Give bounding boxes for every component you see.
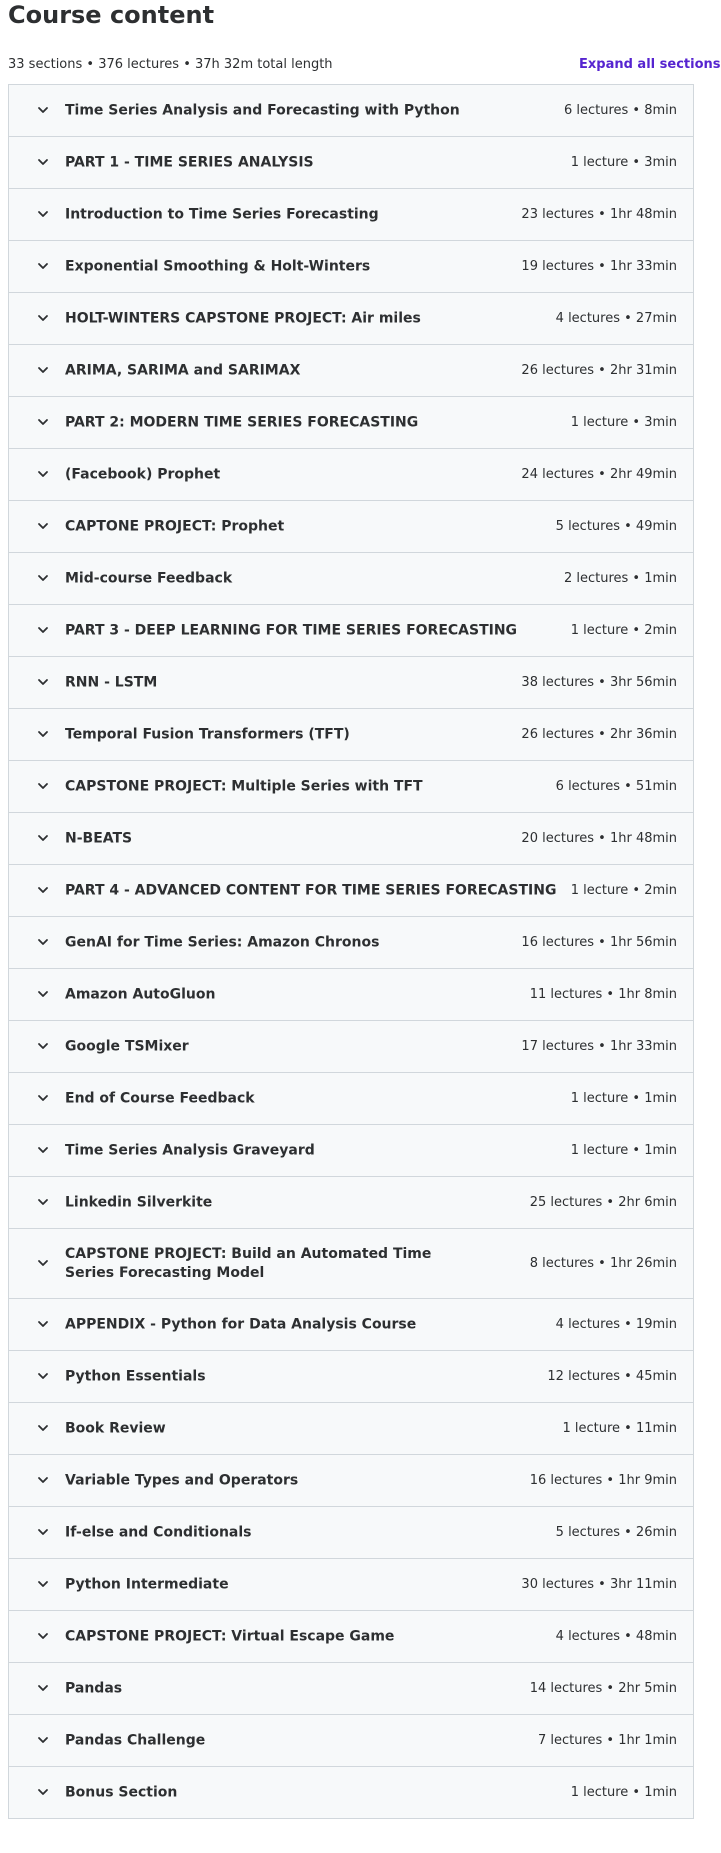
section-row[interactable] bbox=[9, 1663, 693, 1715]
chevron-down-icon bbox=[37, 1630, 49, 1642]
chevron-down-icon bbox=[37, 572, 49, 584]
section-title: PART 4 - ADVANCED CONTENT FOR TIME SERIES FORECASTING bbox=[65, 882, 557, 898]
section-title: N-BEATS bbox=[65, 830, 133, 846]
section-title: Linkedin Silverkite bbox=[65, 1194, 213, 1210]
chevron-down-icon bbox=[37, 468, 49, 480]
section-row[interactable] bbox=[9, 137, 693, 189]
section-row[interactable] bbox=[9, 1507, 693, 1559]
section-row[interactable] bbox=[9, 1351, 693, 1403]
section-title: CAPSTONE PROJECT: Build an Automated Time Series Forecasting Model bbox=[65, 1245, 432, 1281]
section-lecture-count: 17 lectures • 1hr 33min bbox=[521, 1038, 677, 1054]
chevron-down-icon bbox=[37, 1474, 49, 1486]
section-row[interactable] bbox=[9, 709, 693, 761]
section-row[interactable] bbox=[9, 1073, 693, 1125]
section-title: PART 1 - TIME SERIES ANALYSIS bbox=[65, 154, 314, 170]
section-title: Google TSMixer bbox=[65, 1038, 189, 1054]
chevron-down-icon bbox=[37, 832, 49, 844]
section-title: Bonus Section bbox=[65, 1784, 178, 1800]
section-title: Book Review bbox=[65, 1420, 166, 1436]
section-lecture-count: 4 lectures • 19min bbox=[555, 1316, 677, 1332]
section-title: (Facebook) Prophet bbox=[65, 466, 221, 482]
section-row[interactable] bbox=[9, 865, 693, 917]
section-row[interactable] bbox=[9, 1021, 693, 1073]
section-row[interactable] bbox=[9, 1299, 693, 1351]
section-title: PART 3 - DEEP LEARNING FOR TIME SERIES FORECASTING bbox=[65, 622, 518, 638]
section-row[interactable] bbox=[9, 813, 693, 865]
section-row[interactable] bbox=[9, 501, 693, 553]
section-lecture-count: 24 lectures • 2hr 49min bbox=[521, 466, 677, 482]
chevron-down-icon bbox=[37, 1786, 49, 1798]
section-title: If-else and Conditionals bbox=[65, 1524, 252, 1540]
course-summary: 33 sections • 376 lectures • 37h 32m total length bbox=[8, 57, 333, 72]
expand-all-sections-button[interactable]: Expand all sections bbox=[579, 57, 721, 72]
section-lecture-count: 1 lecture • 1min bbox=[570, 1142, 677, 1158]
section-lecture-count: 26 lectures • 2hr 31min bbox=[521, 362, 677, 378]
section-lecture-count: 26 lectures • 2hr 36min bbox=[521, 726, 677, 742]
section-lecture-count: 23 lectures • 1hr 48min bbox=[521, 206, 677, 222]
section-title: ARIMA, SARIMA and SARIMAX bbox=[65, 362, 301, 378]
chevron-down-icon bbox=[37, 1040, 49, 1052]
section-lecture-count: 5 lectures • 26min bbox=[555, 1524, 677, 1540]
section-row[interactable] bbox=[9, 969, 693, 1021]
section-lecture-count: 6 lectures • 8min bbox=[563, 102, 677, 118]
chevron-down-icon bbox=[37, 416, 49, 428]
chevron-down-icon bbox=[37, 936, 49, 948]
section-title: Variable Types and Operators bbox=[65, 1472, 299, 1488]
section-row[interactable] bbox=[9, 1767, 693, 1819]
section-lecture-count: 14 lectures • 2hr 5min bbox=[529, 1680, 677, 1696]
section-title: Exponential Smoothing & Holt-Winters bbox=[65, 258, 371, 274]
section-lecture-count: 20 lectures • 1hr 48min bbox=[521, 830, 677, 846]
section-row[interactable] bbox=[9, 761, 693, 813]
chevron-down-icon bbox=[37, 1370, 49, 1382]
section-title: CAPTONE PROJECT: Prophet bbox=[65, 518, 285, 534]
section-lecture-count: 1 lecture • 1min bbox=[570, 1090, 677, 1106]
section-row[interactable] bbox=[9, 1611, 693, 1663]
chevron-down-icon bbox=[37, 1682, 49, 1694]
section-row[interactable] bbox=[9, 241, 693, 293]
chevron-down-icon bbox=[37, 1196, 49, 1208]
section-row[interactable] bbox=[9, 553, 693, 605]
chevron-down-icon bbox=[37, 1092, 49, 1104]
section-title: Pandas Challenge bbox=[65, 1732, 206, 1748]
chevron-down-icon bbox=[37, 312, 49, 324]
section-title: Time Series Analysis and Forecasting with Python bbox=[65, 102, 460, 118]
section-title: GenAI for Time Series: Amazon Chronos bbox=[65, 934, 380, 950]
section-lecture-count: 11 lectures • 1hr 8min bbox=[529, 986, 677, 1002]
section-lecture-count: 7 lectures • 1hr 1min bbox=[537, 1732, 677, 1748]
section-row[interactable] bbox=[9, 605, 693, 657]
section-row[interactable] bbox=[9, 1403, 693, 1455]
section-lecture-count: 16 lectures • 1hr 56min bbox=[521, 934, 677, 950]
section-lecture-count: 1 lecture • 11min bbox=[562, 1420, 677, 1436]
chevron-down-icon bbox=[37, 1257, 49, 1269]
section-title: Mid-course Feedback bbox=[65, 570, 233, 586]
section-row[interactable] bbox=[9, 189, 693, 241]
section-title: APPENDIX - Python for Data Analysis Course bbox=[65, 1316, 417, 1332]
chevron-down-icon bbox=[37, 520, 49, 532]
chevron-down-icon bbox=[37, 676, 49, 688]
section-row[interactable] bbox=[9, 449, 693, 501]
section-lecture-count: 2 lectures • 1min bbox=[563, 570, 677, 586]
section-lecture-count: 16 lectures • 1hr 9min bbox=[529, 1472, 677, 1488]
chevron-down-icon bbox=[37, 1734, 49, 1746]
section-row[interactable] bbox=[9, 917, 693, 969]
section-lecture-count: 1 lecture • 2min bbox=[570, 622, 677, 638]
section-row[interactable] bbox=[9, 345, 693, 397]
page-title: Course content bbox=[8, 1, 215, 29]
section-lecture-count: 8 lectures • 1hr 26min bbox=[529, 1255, 677, 1271]
section-lecture-count: 1 lecture • 2min bbox=[570, 882, 677, 898]
chevron-down-icon bbox=[37, 1526, 49, 1538]
section-title: RNN - LSTM bbox=[65, 674, 158, 690]
section-lecture-count: 4 lectures • 48min bbox=[555, 1628, 677, 1644]
section-lecture-count: 19 lectures • 1hr 33min bbox=[521, 258, 677, 274]
chevron-down-icon bbox=[37, 780, 49, 792]
section-row[interactable] bbox=[9, 1715, 693, 1767]
section-row[interactable] bbox=[9, 397, 693, 449]
section-title: HOLT-WINTERS CAPSTONE PROJECT: Air miles bbox=[65, 310, 421, 326]
chevron-down-icon bbox=[37, 1144, 49, 1156]
section-lecture-count: 30 lectures • 3hr 11min bbox=[521, 1576, 677, 1592]
section-title: Amazon AutoGluon bbox=[65, 986, 216, 1002]
chevron-down-icon bbox=[37, 884, 49, 896]
section-title: Python Essentials bbox=[65, 1368, 206, 1384]
chevron-down-icon bbox=[37, 156, 49, 168]
section-lecture-count: 38 lectures • 3hr 56min bbox=[521, 674, 677, 690]
chevron-down-icon bbox=[37, 1422, 49, 1434]
section-title: Temporal Fusion Transformers (TFT) bbox=[65, 726, 350, 742]
section-title: End of Course Feedback bbox=[65, 1090, 255, 1106]
section-list bbox=[8, 84, 694, 1819]
section-lecture-count: 12 lectures • 45min bbox=[547, 1368, 677, 1384]
section-title: CAPSTONE PROJECT: Virtual Escape Game bbox=[65, 1628, 395, 1644]
section-row[interactable] bbox=[9, 1229, 693, 1299]
section-lecture-count: 1 lecture • 1min bbox=[570, 1784, 677, 1800]
chevron-down-icon bbox=[37, 208, 49, 220]
chevron-down-icon bbox=[37, 728, 49, 740]
section-lecture-count: 5 lectures • 49min bbox=[555, 518, 677, 534]
section-row[interactable] bbox=[9, 293, 693, 345]
section-title: Introduction to Time Series Forecasting bbox=[65, 206, 379, 222]
section-lecture-count: 1 lecture • 3min bbox=[570, 154, 677, 170]
chevron-down-icon bbox=[37, 988, 49, 1000]
section-lecture-count: 25 lectures • 2hr 6min bbox=[529, 1194, 677, 1210]
chevron-down-icon bbox=[37, 1318, 49, 1330]
section-title: CAPSTONE PROJECT: Multiple Series with TFT bbox=[65, 778, 423, 794]
chevron-down-icon bbox=[37, 260, 49, 272]
chevron-down-icon bbox=[37, 364, 49, 376]
section-row[interactable] bbox=[9, 657, 693, 709]
section-title: Python Intermediate bbox=[65, 1576, 229, 1592]
section-title: Time Series Analysis Graveyard bbox=[65, 1142, 315, 1158]
chevron-down-icon bbox=[37, 624, 49, 636]
section-title: PART 2: MODERN TIME SERIES FORECASTING bbox=[65, 414, 419, 430]
section-row[interactable] bbox=[9, 85, 693, 137]
section-row[interactable] bbox=[9, 1559, 693, 1611]
section-lecture-count: 6 lectures • 51min bbox=[555, 778, 677, 794]
chevron-down-icon bbox=[37, 104, 49, 116]
chevron-down-icon bbox=[37, 1578, 49, 1590]
section-lecture-count: 1 lecture • 3min bbox=[570, 414, 677, 430]
section-row[interactable] bbox=[9, 1125, 693, 1177]
section-row[interactable] bbox=[9, 1177, 693, 1229]
section-lecture-count: 4 lectures • 27min bbox=[555, 310, 677, 326]
section-row[interactable] bbox=[9, 1455, 693, 1507]
section-title: Pandas bbox=[65, 1680, 123, 1696]
course-summary-bar bbox=[8, 56, 721, 76]
